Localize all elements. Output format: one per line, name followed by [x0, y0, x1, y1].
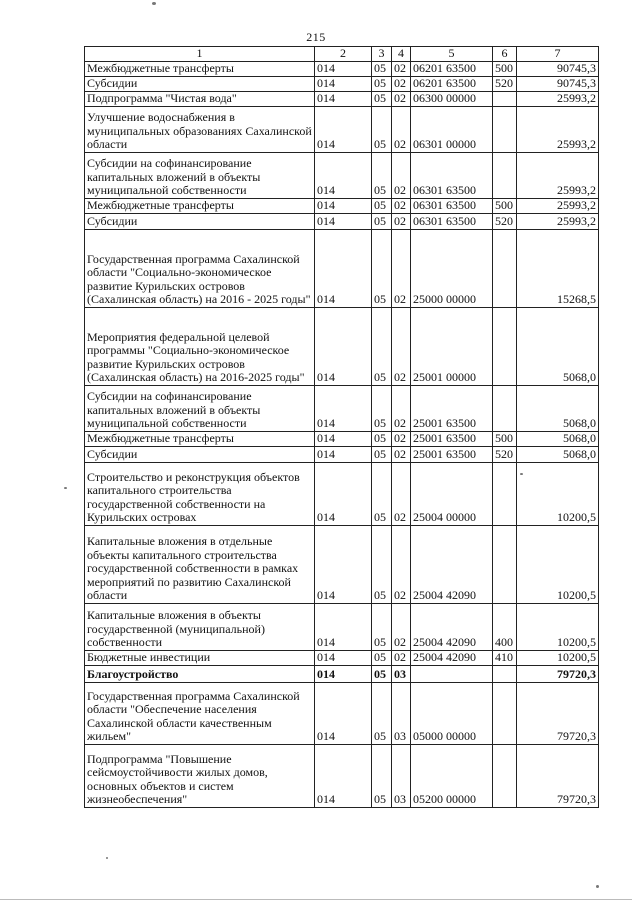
row-col-5: 05200 00000 — [411, 744, 493, 807]
table-row — [85, 682, 599, 744]
row-name: Благоустройство — [85, 665, 315, 682]
table-row — [85, 650, 599, 665]
row-col-6 — [493, 91, 517, 106]
row-col-5: 25001 63500 — [411, 431, 493, 446]
scan-speck — [152, 2, 156, 5]
row-col-7: 79720,3 — [517, 682, 599, 744]
row-name: Подпрограмма "Повышение сейсмоустойчивости жилых домов, основных объектов и систем жизнеобеспечения" — [85, 744, 315, 807]
row-col-6: 520 — [493, 213, 517, 229]
row-col-7: 90745,3 — [517, 76, 599, 91]
row-col-4: 02 — [392, 603, 411, 650]
row-col-3: 05 — [372, 431, 392, 446]
header-col-3: 3 — [372, 47, 392, 62]
row-col-7: 10200,5 — [517, 525, 599, 603]
row-name: Межбюджетные трансферты — [85, 62, 315, 77]
row-col-3: 05 — [372, 213, 392, 229]
row-col-2: 014 — [315, 307, 372, 385]
row-col-2: 014 — [315, 76, 372, 91]
row-col-3: 05 — [372, 62, 392, 77]
row-col-7: 25993,2 — [517, 213, 599, 229]
row-col-5: 06201 63500 — [411, 62, 493, 77]
header-col-1: 1 — [85, 47, 315, 62]
table-row — [85, 525, 599, 603]
row-col-5: 06301 63500 — [411, 198, 493, 213]
row-name: Субсидии — [85, 213, 315, 229]
row-col-4: 02 — [392, 650, 411, 665]
row-col-4: 02 — [392, 91, 411, 106]
row-col-3: 05 — [372, 744, 392, 807]
table-row — [85, 106, 599, 152]
row-col-3: 05 — [372, 106, 392, 152]
row-col-3: 05 — [372, 650, 392, 665]
page-number: 215 — [306, 30, 326, 44]
row-col-3: 05 — [372, 76, 392, 91]
row-col-7: 25993,2 — [517, 198, 599, 213]
row-col-5: 06301 63500 — [411, 213, 493, 229]
row-col-4: 02 — [392, 229, 411, 307]
row-col-2: 014 — [315, 525, 372, 603]
row-col-7: 10200,5 — [517, 603, 599, 650]
row-col-6 — [493, 385, 517, 431]
row-col-7: 25993,2 — [517, 106, 599, 152]
row-col-4: 03 — [392, 682, 411, 744]
table-row — [85, 307, 599, 385]
header-col-6: 6 — [493, 47, 517, 62]
header-col-4: 4 — [392, 47, 411, 62]
row-name: Субсидии — [85, 76, 315, 91]
row-col-6: 400 — [493, 603, 517, 650]
row-col-5: 25004 42090 — [411, 603, 493, 650]
row-col-4: 02 — [392, 76, 411, 91]
scan-speck — [64, 487, 67, 489]
row-col-4: 02 — [392, 525, 411, 603]
row-col-2: 014 — [315, 152, 372, 198]
row-col-2: 014 — [315, 385, 372, 431]
row-col-4: 02 — [392, 307, 411, 385]
row-col-4: 02 — [392, 62, 411, 77]
row-col-7: 5068,0 — [517, 446, 599, 462]
row-col-5: 25001 00000 — [411, 307, 493, 385]
row-name: Мероприятия федеральной целевой программы "Социально-экономическое развитие Курильских островов (Сахалинская область) на 2016-2025 годы" — [85, 307, 315, 385]
row-col-6 — [493, 665, 517, 682]
row-col-5 — [411, 665, 493, 682]
row-name: Подпрограмма "Чистая вода" — [85, 91, 315, 106]
row-name: Государственная программа Сахалинской области "Обеспечение населения Сахалинской области качественным жильем" — [85, 682, 315, 744]
table-row — [85, 213, 599, 229]
row-col-5: 25004 00000 — [411, 462, 493, 525]
row-name: Капитальные вложения в отдельные объекты капитального строительства государственной собственности в рамках мероприятий по развитию Сахалинской области — [85, 525, 315, 603]
row-col-6 — [493, 152, 517, 198]
row-name: Улучшение водоснабжения в муниципальных образованиях Сахалинской области — [85, 106, 315, 152]
row-col-2: 014 — [315, 665, 372, 682]
row-col-3: 05 — [372, 603, 392, 650]
table-row — [85, 152, 599, 198]
row-col-6 — [493, 682, 517, 744]
header-col-5: 5 — [411, 47, 493, 62]
row-col-2: 014 — [315, 431, 372, 446]
row-col-7: 79720,3 — [517, 665, 599, 682]
table-row — [85, 91, 599, 106]
row-col-4: 02 — [392, 152, 411, 198]
row-col-2: 014 — [315, 446, 372, 462]
row-col-6: 500 — [493, 62, 517, 77]
row-col-4: 02 — [392, 213, 411, 229]
table-row — [85, 198, 599, 213]
row-col-7: 10200,5 — [517, 462, 599, 525]
row-col-4: 02 — [392, 106, 411, 152]
table-row — [85, 385, 599, 431]
row-col-5: 06301 63500 — [411, 152, 493, 198]
table-row — [85, 665, 599, 682]
row-name: Государственная программа Сахалинской области "Социально-экономическое развитие Курильских островов (Сахалинская область) на 2016 - 2025 годы" — [85, 229, 315, 307]
row-col-2: 014 — [315, 682, 372, 744]
header-row — [85, 47, 599, 62]
scan-edge-line — [0, 899, 632, 900]
scan-speck — [520, 473, 523, 475]
row-col-2: 014 — [315, 106, 372, 152]
row-col-5: 06300 00000 — [411, 91, 493, 106]
row-col-2: 014 — [315, 198, 372, 213]
row-col-6 — [493, 744, 517, 807]
row-col-6 — [493, 229, 517, 307]
row-col-7: 25993,2 — [517, 152, 599, 198]
row-col-6: 500 — [493, 431, 517, 446]
row-col-5: 25000 00000 — [411, 229, 493, 307]
row-name: Межбюджетные трансферты — [85, 431, 315, 446]
row-col-7: 5068,0 — [517, 431, 599, 446]
row-col-3: 05 — [372, 198, 392, 213]
row-col-6 — [493, 307, 517, 385]
row-col-5: 25004 42090 — [411, 525, 493, 603]
row-col-7: 5068,0 — [517, 385, 599, 431]
row-col-7: 90745,3 — [517, 62, 599, 77]
row-col-7: 5068,0 — [517, 307, 599, 385]
row-col-3: 05 — [372, 665, 392, 682]
row-col-7: 15268,5 — [517, 229, 599, 307]
row-name: Межбюджетные трансферты — [85, 198, 315, 213]
row-col-4: 02 — [392, 385, 411, 431]
table-row — [85, 603, 599, 650]
row-name: Субсидии на софинансирование капитальных вложений в объекты муниципальной собственности — [85, 152, 315, 198]
row-name: Субсидии на софинансирование капитальных вложений в объекты муниципальной собственности — [85, 385, 315, 431]
row-col-2: 014 — [315, 650, 372, 665]
row-col-5: 06301 00000 — [411, 106, 493, 152]
table-row — [85, 431, 599, 446]
row-col-2: 014 — [315, 744, 372, 807]
row-col-6: 520 — [493, 446, 517, 462]
row-name: Субсидии — [85, 446, 315, 462]
scan-speck — [106, 857, 108, 859]
row-col-5: 05000 00000 — [411, 682, 493, 744]
table-row — [85, 76, 599, 91]
row-col-2: 014 — [315, 229, 372, 307]
table-row — [85, 229, 599, 307]
row-col-2: 014 — [315, 213, 372, 229]
row-col-5: 25001 63500 — [411, 446, 493, 462]
table-row — [85, 744, 599, 807]
row-col-4: 03 — [392, 665, 411, 682]
row-col-7: 10200,5 — [517, 650, 599, 665]
row-col-6 — [493, 462, 517, 525]
row-col-3: 05 — [372, 307, 392, 385]
row-col-6: 410 — [493, 650, 517, 665]
row-col-4: 02 — [392, 431, 411, 446]
header-col-7: 7 — [517, 47, 599, 62]
row-col-5: 25001 63500 — [411, 385, 493, 431]
row-col-4: 02 — [392, 462, 411, 525]
row-col-6: 500 — [493, 198, 517, 213]
budget-table — [84, 46, 599, 808]
row-col-6 — [493, 525, 517, 603]
row-col-2: 014 — [315, 91, 372, 106]
row-col-3: 05 — [372, 525, 392, 603]
row-col-4: 02 — [392, 198, 411, 213]
row-col-7: 79720,3 — [517, 744, 599, 807]
row-col-6: 520 — [493, 76, 517, 91]
row-col-3: 05 — [372, 91, 392, 106]
row-col-4: 02 — [392, 446, 411, 462]
row-col-7: 25993,2 — [517, 91, 599, 106]
row-col-3: 05 — [372, 385, 392, 431]
row-col-5: 06201 63500 — [411, 76, 493, 91]
row-name: Бюджетные инвестиции — [85, 650, 315, 665]
table-row — [85, 462, 599, 525]
row-col-4: 03 — [392, 744, 411, 807]
row-col-2: 014 — [315, 603, 372, 650]
row-col-3: 05 — [372, 446, 392, 462]
row-name: Строительство и реконструкция объектов капитального строительства государственной собственности на Курильских островах — [85, 462, 315, 525]
row-col-3: 05 — [372, 229, 392, 307]
row-col-5: 25004 42090 — [411, 650, 493, 665]
row-col-3: 05 — [372, 152, 392, 198]
row-col-3: 05 — [372, 462, 392, 525]
header-col-2: 2 — [315, 47, 372, 62]
table-row — [85, 446, 599, 462]
table-row — [85, 62, 599, 77]
scan-speck — [596, 885, 599, 888]
row-name: Капитальные вложения в объекты государственной (муниципальной) собственности — [85, 603, 315, 650]
row-col-2: 014 — [315, 62, 372, 77]
row-col-3: 05 — [372, 682, 392, 744]
row-col-6 — [493, 106, 517, 152]
row-col-2: 014 — [315, 462, 372, 525]
